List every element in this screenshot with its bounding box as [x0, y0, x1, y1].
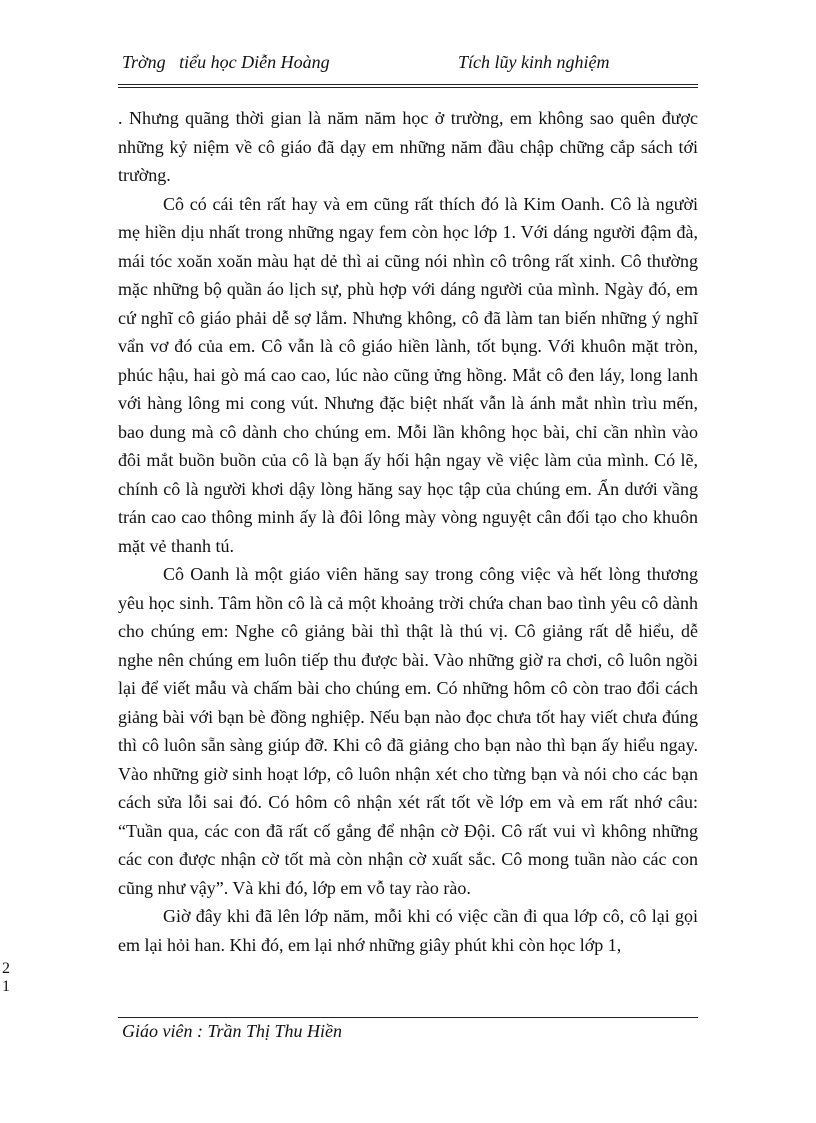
header-divider-secondary — [118, 87, 698, 88]
paragraph: Cô có cái tên rất hay và em cũng rất thích đó là Kim Oanh. Cô là người mẹ hiền dịu nhất trong những ngay fem còn học lớp 1. Với dáng người đậm đà, mái tóc xoăn xoăn màu hạt dẻ thì ai cũng nói nhìn cô trông rất xinh. Cô thường mặc những bộ quần áo lịch sự, phù hợp với dáng người của mình. Ngày đó, em cứ nghĩ cô giáo phải dễ sợ lắm. Nhưng không, cô đã làm tan biến những ý nghĩ vẩn vơ đó của em. Cô vẫn là cô giáo hiền lành, tốt bụng. Với khuôn mặt tròn, phúc hậu, hai gò má cao cao, lúc nào cũng ửng hồng. Mắt cô đen láy, long lanh với hàng lông mi cong vút. Nhưng đặc biệt nhất vẫn là ánh mắt nhìn trìu mến, bao dung mà cô dành cho chúng em. Mỗi lần không học bài, chỉ cần nhìn vào đôi mắt buồn buồn của cô là bạn ấy hối hận ngay về việc làm của mình. Có lẽ, chính cô là người khơi dậy lòng hăng say học tập của chúng em. Ẩn dưới vầng trán cao cao thông minh ấy là đôi lông mày vòng nguyệt cân đối tạo cho khuôn mặt vẻ thanh tú. — [118, 193, 698, 556]
header-divider — [118, 84, 698, 85]
paragraph: Cô Oanh là một giáo viên hăng say trong công việc và hết lòng thương yêu học sinh. Tâm hồn cô là cả một khoảng trời chứa chan bao tình yêu cô dành cho chúng em: Nghe cô giảng bài thì thật là thú vị. Cô giảng rất dễ hiểu, dễ nghe nên chúng em luôn tiếp thu được bài. Vào những giờ ra chơi, cô luôn ngồi lại để viết mẫu và chấm bài cho chúng em. Có những hôm cô còn trao đổi cách giảng bài với bạn bè đồng nghiệp. Nếu bạn nào đọc chưa tốt hay viết chưa đúng thì cô luôn sẵn sàng giúp đỡ. Khi cô đã giảng cho bạn nào thì bạn ấy hiểu ngay. Vào những giờ sinh hoạt lớp, cô luôn nhận xét cho từng bạn và nói cho các bạn cách sửa lỗi sai đó. Có hôm cô nhận xét rất tốt về lớp em và em rất nhớ câu: “Tuần qua, các con đã rất cố gắng để nhận cờ Đội. Cô rất vui vì không những các con được nhận cờ tốt mà còn nhận cờ xuất sắc. Cô mong tuần nào các con cũng như vậy”. Và khi đó, lớp em vỗ tay rào rào. — [118, 564, 698, 898]
page-footer: Giáo viên : Trần Thị Thu Hiền — [122, 1021, 343, 1041]
header-document-title: Tích lũy kinh nghiệm — [458, 52, 610, 72]
page-header — [118, 50, 698, 82]
body-text — [118, 104, 698, 959]
paragraph: Giờ đây khi đã lên lớp năm, mỗi khi có việc cần đi qua lớp cô, cô lại gọi em lại hỏi han. Khi đó, em lại nhớ những giây phút khi còn học lớp 1, — [118, 906, 698, 955]
margin-mark-line: 2 — [2, 960, 10, 977]
margin-mark-line: 1 — [2, 978, 10, 995]
header-school-name: Trờng tiểu học Diễn Hoàng — [122, 52, 330, 72]
page-margin-mark — [2, 960, 10, 996]
footer-divider — [118, 1017, 698, 1018]
paragraph: . Nhưng quãng thời gian là năm năm học ở trường, em không sao quên được những kỷ niệm về cô giáo đã dạy em những năm đầu chập chững cắp sách tới trường. — [118, 108, 698, 185]
